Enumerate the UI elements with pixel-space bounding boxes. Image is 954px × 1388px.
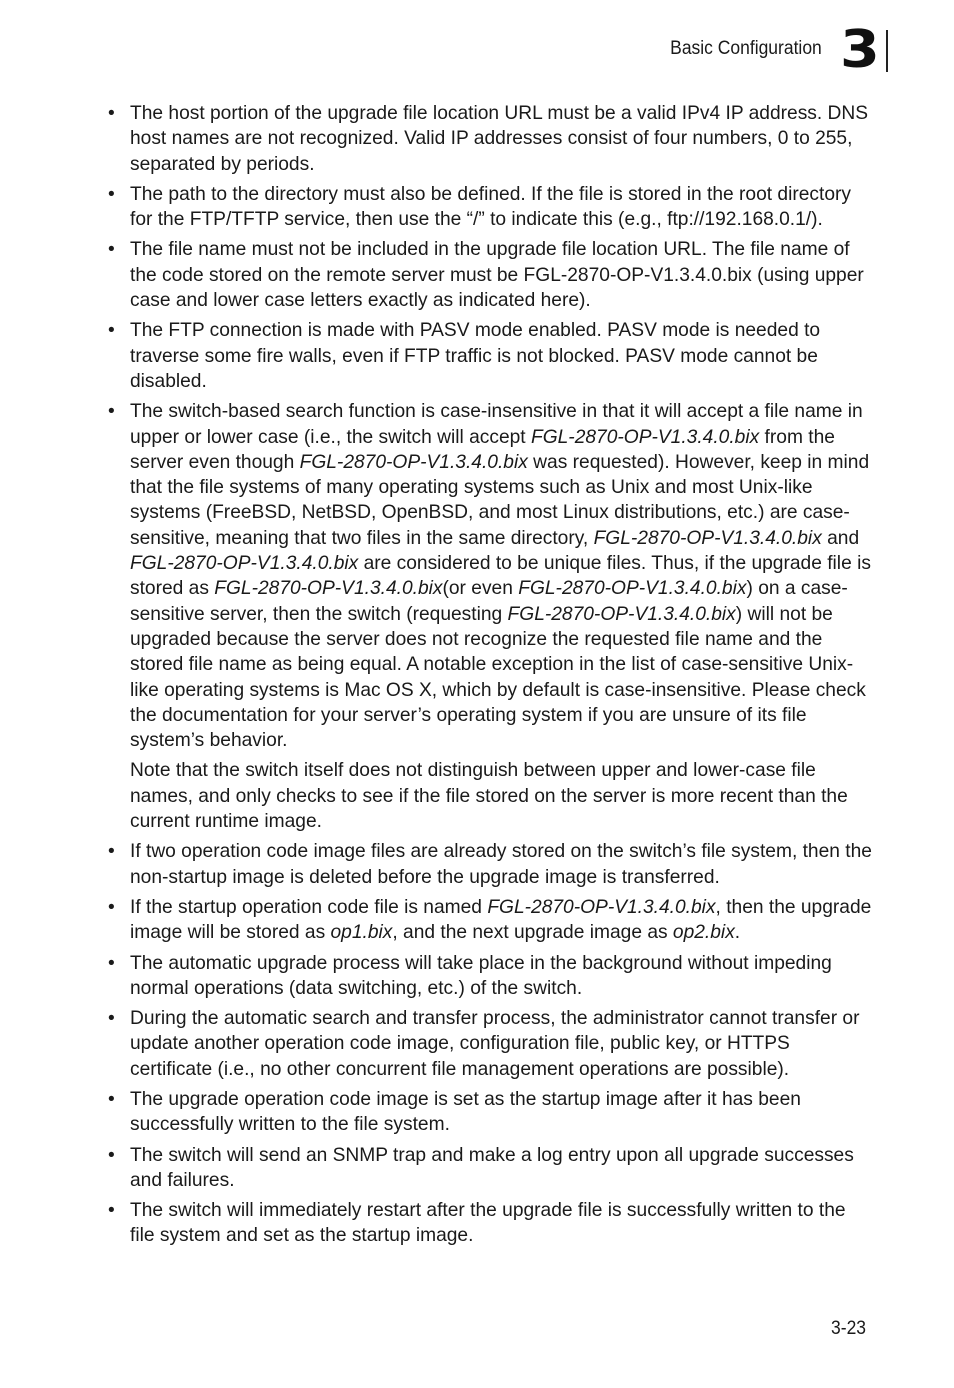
list-item (108, 1143, 872, 1194)
list-item (108, 1198, 872, 1249)
bullet-icon: • (108, 1200, 115, 1222)
text-run: ) will not be upgraded because the server does not recognize the requested file name and the stored file name as being equal. A notable exception in the list of case-sensitive Unix-like operating systems is Mac OS X, which by default is case-insensitive. Please check the documentation for your server’s operating system if you are unsure of its file system’s behavior. (130, 603, 866, 752)
bullet-icon: • (108, 1088, 115, 1110)
chapter-number: 3 (840, 20, 880, 80)
list-item (108, 399, 872, 834)
bullet-icon: • (108, 1008, 115, 1030)
bullet-icon: • (108, 1144, 115, 1166)
list-item (108, 101, 872, 177)
bullet-text: The host portion of the upgrade file location URL must be a valid IPv4 IP address. DNS host names are not recognized. Valid IP addresses consist of four numbers, 0 to 255, separated by periods. (130, 103, 869, 175)
page-body (108, 101, 872, 1254)
text-run: was requested). However, keep in mind that the file systems of many operating systems such as Unix and most Unix-like systems (FreeBSD, NetBSD, OpenBSD, and most Linux distributions, etc.) are case-sensitive, meaning that two files in the same directory, (130, 451, 870, 549)
text-run: from the server even though (130, 426, 835, 473)
bullet-text: The path to the directory must also be defined. If the file is stored in the root directory for the FTP/TFTP service, then use the “/” to indicate this (e.g., ftp://192.168.0.1/). (130, 183, 851, 231)
bullet-icon: • (108, 103, 115, 124)
page-header (657, 20, 888, 80)
bullet-icon: • (108, 401, 115, 423)
filename-italic: FGL-2870-OP-V1.3.4.0.bix (530, 426, 760, 448)
filename-italic: FGL-2870-OP-V1.3.4.0.bix (487, 896, 716, 918)
list-item (108, 318, 872, 394)
filename-italic: FGL-2870-OP-V1.3.4.0.bix (518, 578, 747, 600)
text-run: ) on a case-sensitive server, then the switch (requesting (130, 578, 848, 625)
chapter-marker (840, 20, 888, 80)
text-run: are considered to be unique files. Thus, if the upgrade file is stored as (130, 553, 871, 600)
filename-italic: FGL-2870-OP-V1.3.4.0.bix (299, 451, 528, 473)
bullet-icon: • (108, 896, 115, 918)
section-title: Basic Configuration (670, 38, 822, 59)
note-paragraph: Note that the switch itself does not distinguish between upper and lower-case file names, and only checks to see if the file stored on the server is more recent than the current runtime image. (130, 760, 848, 833)
bullet-text: The FTP connection is made with PASV mode enabled. PASV mode is needed to traverse some fire walls, even if FTP traffic is not blocked. PASV mode cannot be disabled. (130, 320, 821, 392)
bullet-icon: • (108, 841, 115, 863)
bullet-text (130, 399, 872, 753)
bullet-text (130, 895, 872, 946)
text-run: , and the next upgrade image as (392, 922, 673, 944)
bullet-list (108, 101, 872, 1249)
bullet-text: During the automatic search and transfer process, the administrator cannot transfer or update another operation code image, configuration file, public key, or HTTPS certificate (i.e., no other concurrent file management operations are possible). (130, 1008, 860, 1080)
text-run: . (734, 922, 741, 944)
filename-italic: FGL-2870-OP-V1.3.4.0.bix (507, 603, 736, 625)
list-item (108, 839, 872, 890)
filename-italic: FGL-2870-OP-V1.3.4.0.bix (593, 527, 822, 549)
list-item (108, 1087, 872, 1138)
text-run: The switch-based search function is case-insensitive in that it will accept a file name in upper or lower case (i.e., the switch will accept (130, 401, 863, 448)
bullet-text: The upgrade operation code image is set as the startup image after it has been successfully written to the file system. (130, 1088, 801, 1136)
bullet-icon: • (108, 239, 115, 261)
bullet-text: The switch will send an SNMP trap and make a log entry upon all upgrade successes and failures. (130, 1144, 854, 1191)
text-run: If the startup operation code file is named (130, 896, 488, 918)
filename-italic: FGL-2870-OP-V1.3.4.0.bix (130, 553, 359, 575)
chapter-rule (886, 30, 888, 72)
filename-italic: op1.bix (330, 922, 393, 944)
filename-italic: FGL-2870-OP-V1.3.4.0.bix (214, 578, 443, 600)
list-item (108, 182, 872, 233)
bullet-text: The switch will immediately restart after the upgrade file is successfully written to the file system and set as the startup image. (130, 1200, 846, 1247)
text-run: , then the upgrade image will be stored as (130, 896, 872, 944)
bullet-icon: • (108, 183, 115, 205)
bullet-icon: • (108, 320, 115, 342)
text-run: and (821, 527, 860, 549)
bullet-text: If two operation code image files are already stored on the switch’s file system, then the non-startup image is deleted before the upgrade image is transferred. (130, 841, 872, 888)
list-item (108, 237, 872, 313)
list-item (108, 951, 872, 1002)
bullet-icon: • (108, 952, 115, 974)
filename-italic: op2.bix (672, 922, 735, 944)
bullet-text: The file name must not be included in the upgrade file location URL. The file name of the code stored on the remote server must be FGL-2870-OP-V1.3.4.0.bix (using upper case and lower case letters exactly as indicated here). (130, 239, 864, 312)
list-item (108, 1006, 872, 1082)
bullet-text: The automatic upgrade process will take place in the background without impeding normal operations (data switching, etc.) of the switch. (130, 952, 832, 999)
text-run: (or even (442, 578, 519, 600)
page-number: 3-23 (831, 1318, 866, 1339)
list-item (108, 895, 872, 946)
